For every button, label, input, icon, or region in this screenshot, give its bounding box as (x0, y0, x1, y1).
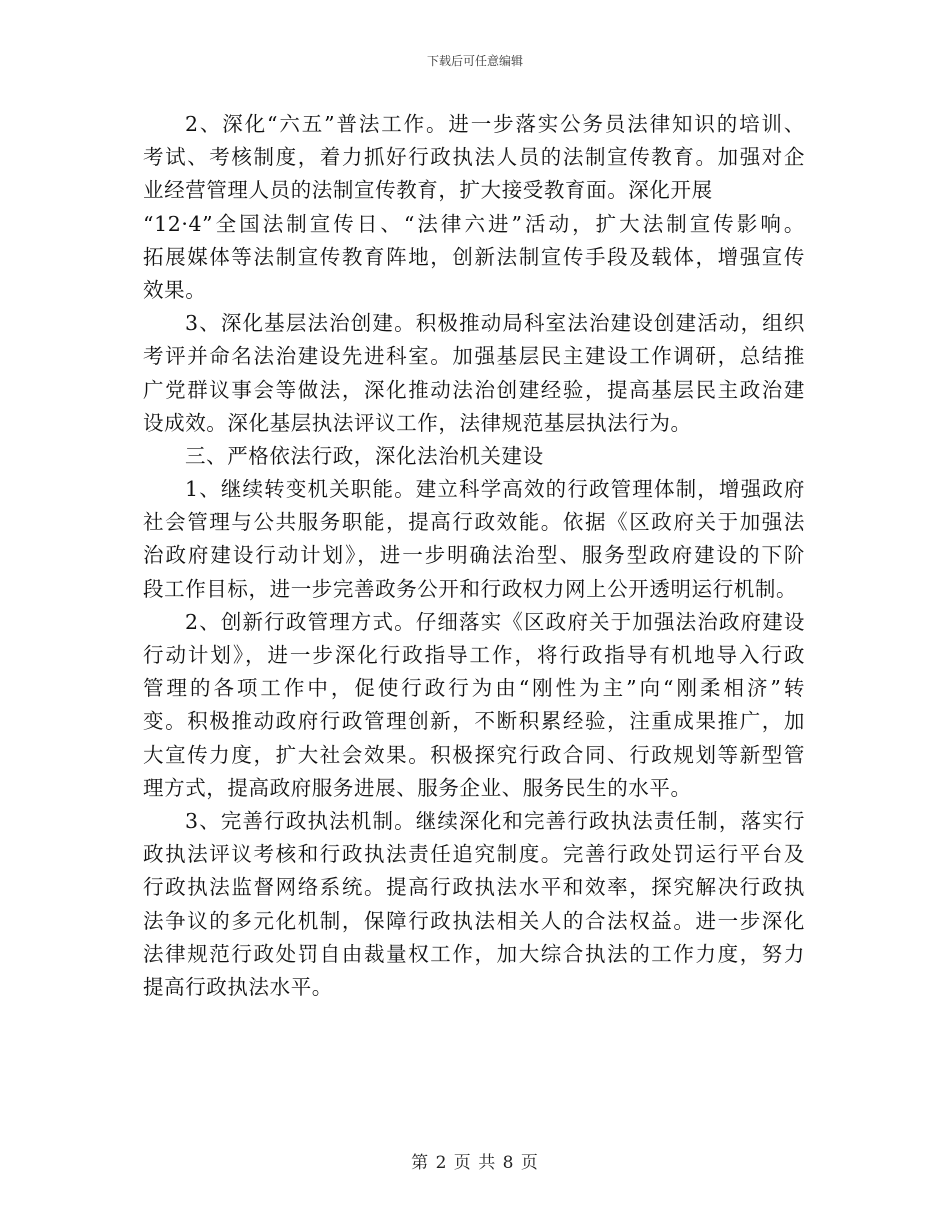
text-line: 理方式，提高政府服务进展、服务企业、服务民生的水平。 (143, 775, 692, 800)
text-line: 拓展媒体等法制宣传教育阵地，创新法制宣传手段及载体，增强宣传 (143, 244, 805, 269)
text-line: 社会管理与公共服务职能，提高行政效能。依据《区政府关于加强法 (143, 510, 805, 535)
page-header: 下载后可任意编辑 (426, 54, 523, 68)
text-line: 变。积极推动政府行政管理创新，不断积累经验，注重成果推广，加 (143, 709, 805, 734)
text-line: 广党群议事会等做法，深化推动法治创建经验，提高基层民主政治建 (143, 377, 805, 402)
text-line: 三、严格依法行政，深化法治机关建设 (185, 443, 544, 468)
document-body (143, 108, 805, 1004)
text-line: “12·4”全国法制宣传日、“法律六进”活动，扩大法制宣传影响。 (143, 211, 805, 236)
text-line: 1、继续转变机关职能。建立科学高效的行政管理体制，增强政府 (185, 477, 805, 502)
text-line: 段工作目标，进一步完善政务公开和行政权力网上公开透明运行机制。 (143, 576, 798, 601)
text-line: 2、创新行政管理方式。仔细落实《区政府关于加强法治政府建设 (185, 609, 805, 634)
text-line: 设成效。深化基层执法评议工作，法律规范基层执法行为。 (143, 410, 692, 435)
text-line: 3、深化基层法治创建。积极推动局科室法治建设创建活动，组织 (185, 311, 805, 336)
text-line: 考试、考核制度，着力抓好行政执法人员的法制宣传教育。加强对企 (143, 145, 805, 170)
text-line: 效果。 (143, 277, 207, 302)
text-line: 考评并命名法治建设先进科室。加强基层民主建设工作调研，总结推 (143, 344, 805, 369)
text-line: 行政执法监督网络系统。提高行政执法水平和效率，探究解决行政执 (143, 875, 805, 900)
text-line: 法争议的多元化机制，保障行政执法相关人的合法权益。进一步深化 (143, 908, 805, 933)
text-line: 政执法评议考核和行政执法责任追究制度。完善行政处罚运行平台及 (143, 842, 805, 867)
text-line: 2、深化“六五”普法工作。进一步落实公务员法律知识的培训、 (185, 112, 805, 136)
text-line: 行动计划》，进一步深化行政指导工作，将行政指导有机地导入行政 (143, 643, 805, 667)
page-footer: 第 2 页 共 8 页 (411, 1153, 539, 1173)
text-line: 治政府建设行动计划》，进一步明确法治型、服务型政府建设的下阶 (143, 543, 805, 568)
text-line: 业经营管理人员的法制宣传教育，扩大接受教育面。深化开展 (143, 178, 713, 203)
text-line: 提高行政执法水平。 (143, 974, 333, 999)
text-line: 大宣传力度，扩大社会效果。积极探究行政合同、行政规划等新型管 (143, 742, 805, 767)
text-line: 3、完善行政执法机制。继续深化和完善行政执法责任制，落实行 (185, 808, 805, 833)
text-line: 管理的各项工作中，促使行政行为由“刚性为主”向“刚柔相济”转 (143, 676, 805, 701)
text-line: 法律规范行政处罚自由裁量权工作，加大综合执法的工作力度，努力 (143, 941, 805, 966)
